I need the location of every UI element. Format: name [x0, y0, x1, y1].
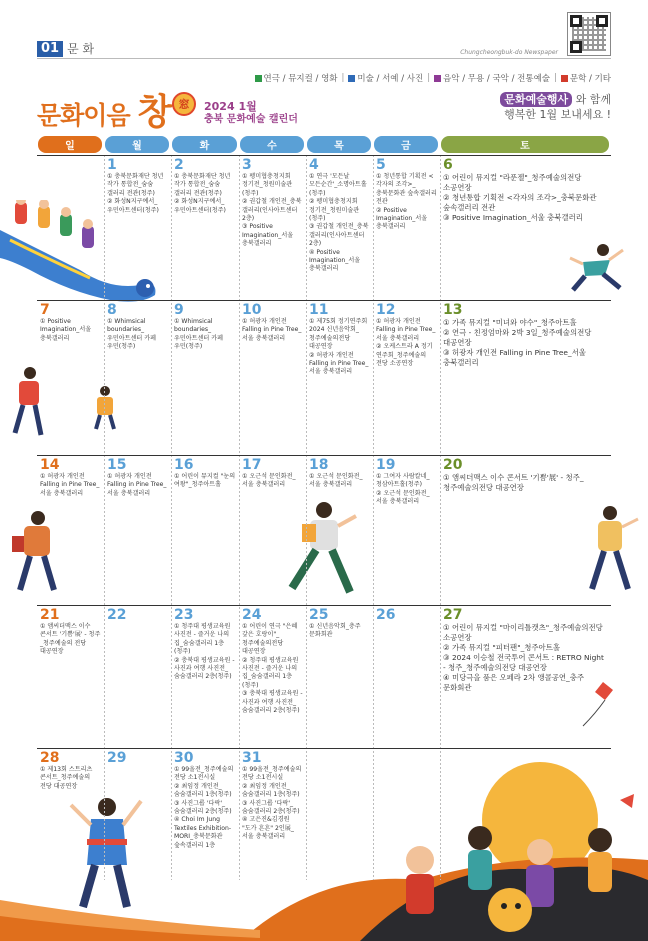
- event-item: ② 오케스트라 A 정기 연주회_청주예술의 전당 소공연장: [376, 343, 433, 368]
- event-item: ① 허광자 개인전 Falling in Pine Tree_서울 충북갤러리: [242, 318, 302, 342]
- day-number: 20: [443, 457, 463, 473]
- event-item: ④ 고은진&김경원 "도가 흔흔" 2인展_서울 충북갤러리: [242, 816, 294, 841]
- legend-swatch: [561, 75, 568, 82]
- day-number: 17: [242, 457, 262, 473]
- event-item: ② 가족 뮤지컬 "피터팬"_청주아트홀: [443, 643, 560, 652]
- event-item: ② 최임정 개인전_숨숨갤러리 1층(청주): [174, 782, 232, 799]
- greeting-line2: 행복한 1월 보내세요 !: [504, 108, 611, 121]
- day-number: 24: [242, 607, 262, 623]
- seal-icon: 窓: [172, 92, 196, 116]
- event-item: ① 99올전_청주예술의 전당 소1전시실: [242, 766, 302, 782]
- day-number: 31: [242, 750, 262, 766]
- day-number: 14: [40, 457, 60, 473]
- calendar-cell: [37, 300, 104, 455]
- calendar-cell: [37, 455, 104, 605]
- day-number: 21: [40, 607, 60, 623]
- event-item: ① 허광자 개인전 Falling in Pine Tree_서울 충북갤러리: [40, 473, 100, 497]
- title-prefix: 문화이음: [37, 101, 130, 130]
- day-number: 29: [107, 750, 127, 766]
- event-item: ① 어린이 뮤지컬 "눈의 여왕"_청주아트홀: [174, 473, 236, 489]
- day-header-tue: 화: [172, 136, 237, 153]
- day-number: 19: [376, 457, 396, 473]
- calendar-cell: [373, 155, 440, 300]
- calendar-cell: [171, 605, 239, 748]
- day-header-fri: 금: [374, 136, 438, 153]
- event-item: ④ 미당극을 품은 오페라 2차 앵콜공연_충주 문화회관: [443, 673, 585, 692]
- calendar-cell: [104, 455, 171, 605]
- legend-label: 미술 / 서예 / 사진: [357, 74, 424, 84]
- event-item: ② 최임정 개인전_숨숨갤러리 1층(청주): [242, 782, 300, 799]
- event-item: ① 청년통합 기획전 <각자의 조각>_충북문화관 숲속갤러리 전관: [376, 173, 437, 206]
- event-item: ② 청년통합 기획전 <각자의 조각>_충북문화관 숲속갤러리 전관: [443, 193, 597, 212]
- calendar-cell: [171, 455, 239, 605]
- day-header-mon: 월: [105, 136, 169, 153]
- event-item: ① 신년음악회_충주 문화회관: [309, 623, 361, 639]
- event-item: ① 허광자 개인전 Falling in Pine Tree_서울 충북갤러리: [376, 318, 436, 342]
- page-header: [37, 40, 94, 57]
- day-number: 26: [376, 607, 396, 623]
- legend-label: 연극 / 뮤지컬 / 영화: [263, 74, 338, 84]
- legend-label: 문학 / 기타: [569, 74, 611, 84]
- event-item: ① 오근석 문인화전_서울 충북갤러리: [242, 473, 296, 489]
- legend-swatch: [348, 75, 355, 82]
- day-number: 6: [443, 157, 453, 173]
- calendar-title: [37, 84, 171, 135]
- event-item: ② 화성N지구예서_우민아트센터(청주): [107, 198, 159, 214]
- event-item: ① 어린이 연극 "은혜 갚은 호랑이"_청주예술의전당 대공연장: [242, 623, 298, 656]
- event-item: ② 연극 - 친정엄마와 2박 3일_청주예술의전당 대공연장: [443, 328, 592, 347]
- qr-code-icon: [567, 12, 611, 56]
- paper-name: Chungcheongbuk-do Newspaper: [460, 49, 558, 56]
- calendar-cell: [239, 455, 306, 605]
- calendar-month: 2024 1월: [204, 100, 257, 113]
- event-item: ① 앰씨더맥스 이수 콘서트 '기쁨'展' - 청주_청주예술의 전당 대공연장: [40, 623, 101, 656]
- page-number: 01: [37, 41, 63, 57]
- event-item: ① 어린이 뮤지컬 "라푼젤"_청주예술의전당 소공연장: [443, 173, 582, 192]
- calendar-subtitle: 충북 문화예술 캘린더: [204, 114, 298, 125]
- day-number: 18: [309, 457, 329, 473]
- event-item: ③ 사진그룹 '다락'_숨숨갤러리 2층(청주): [174, 799, 232, 816]
- calendar-cell: [373, 748, 440, 880]
- event-item: ③ 2024 이승철 전국투어 콘서트 : RETRO Night - 청주_청주예술의전당 대공연장: [443, 653, 604, 672]
- legend-swatch: [434, 75, 441, 82]
- event-item: ② 화성N지구예서_우민아트센터(청주): [174, 198, 226, 214]
- event-item: ① Whimsical boundaries_우민아트센터 카페 우민(청주): [174, 318, 224, 351]
- legend-item-music: [434, 72, 550, 84]
- day-number: 15: [107, 457, 127, 473]
- day-number: 16: [174, 457, 194, 473]
- day-number: 28: [40, 750, 60, 766]
- event-item: ① 99올전_청주예술의 전당 소1전시실: [174, 766, 234, 782]
- day-header-sat: 토: [441, 136, 609, 153]
- legend-item-art: [348, 72, 423, 84]
- event-item: ① 그여자 사람칼네_청삼아트홀(청주): [376, 473, 430, 489]
- calendar-cell: [239, 155, 306, 300]
- event-item: ① 제13회 스트리츠 콘서트_청주예술의 전당 대공연장: [40, 766, 93, 790]
- calendar-cell: [440, 605, 611, 748]
- calendar-cell: [239, 748, 306, 880]
- calendar-cell: [239, 300, 306, 455]
- calendar-cell: [373, 605, 440, 748]
- day-number: 8: [107, 302, 117, 318]
- day-number: 12: [376, 302, 396, 318]
- calendar-cell: [104, 748, 171, 880]
- day-number: 5: [376, 157, 386, 173]
- event-item: ① 연극 '모든날 모든순간'_소명아트홀(청주): [309, 173, 367, 197]
- event-item: ③ 권갑철 개인전_충북 갤러리(인사아트센터 2층): [309, 223, 369, 248]
- day-number: 13: [443, 302, 463, 318]
- calendar-cell: [104, 300, 171, 455]
- event-item: ① 허광자 개인전 Falling in Pine Tree_서울 충북갤러리: [107, 473, 167, 497]
- event-item: ③ 허광자 개인전 Falling in Pine Tree_서울 충북갤러리: [443, 348, 586, 367]
- day-header-sun: 일: [38, 136, 102, 153]
- day-number: 3: [242, 157, 252, 173]
- calendar-cell: [306, 605, 373, 748]
- event-item: ③ Positive Imagination_서울 충북갤러리: [242, 223, 294, 248]
- event-item: ① 청주대 평생교육원 사진전 - 즐거운 나의 집_숨숨갤러리 1층 (청주): [174, 623, 231, 656]
- event-item: ③ 사진그룹 '다락'_숨숨갤러리 2층(청주): [242, 799, 300, 816]
- day-number: 23: [174, 607, 194, 623]
- calendar-cell: [306, 300, 373, 455]
- event-item: ② 오근석 문인화전_서울 충북갤러리: [376, 489, 430, 506]
- calendar-cell: [171, 748, 239, 880]
- event-item: ② 펭미협충청지회 정기전_청원미술관 (청주): [309, 198, 360, 223]
- day-number: 22: [107, 607, 127, 623]
- day-header-thu: 목: [307, 136, 371, 153]
- calendar-cell: [171, 300, 239, 455]
- event-item: ① 충북문화재단 청년 작가 통합전_숨숨 갤러리 전관(청주): [174, 173, 231, 197]
- event-item: ③ 충북대 평생교육원 - 사진과 여행 사진전_숨숨갤러리 2층(청주): [242, 690, 303, 715]
- event-item: ③ Positive Imagination_서울 충북갤러리: [443, 213, 583, 222]
- legend-label: 음악 / 무용 / 국악 / 전통예술: [443, 74, 550, 84]
- event-item: ① 어린이 뮤지컬 "마이리틀캣츠"_청주예술의전당 소공연장: [443, 623, 603, 642]
- genre-legend: 연극 / 뮤지컬 / 영화 | 미술 / 서예 / 사진 | 음악 / 무용 / 국악 / 전통예술 | 문학 / 기타: [255, 72, 612, 84]
- event-item: ② 허광자 개인전 Falling in Pine Tree_서울 충북갤러리: [309, 351, 369, 376]
- day-number: 10: [242, 302, 262, 318]
- day-number: 27: [443, 607, 463, 623]
- calendar-cell: [440, 300, 611, 455]
- greeting: [500, 92, 611, 122]
- orange-arc-decoration: [0, 880, 260, 941]
- calendar-cell: [440, 455, 611, 605]
- calendar-cell: [306, 155, 373, 300]
- title-big-char: 창: [137, 92, 172, 133]
- calendar-cell: [104, 605, 171, 748]
- day-number: 30: [174, 750, 194, 766]
- legend-swatch: [255, 75, 262, 82]
- legend-item-literature: [561, 72, 611, 84]
- event-item: ① 오근석 문인화전_서울 충북갤러리: [309, 473, 363, 489]
- event-item: ② Positive Imagination_서울 충북갤러리: [376, 206, 428, 231]
- event-item: ① 앰씨더맥스 이수 콘서트 '기쁨'展' - 청주_청주예술의전당 대공연장: [443, 473, 584, 492]
- event-item: ② 청주대 평생교육원 사진전 - 즐거운 나의 집_숨숨갤러리 1층 (청주): [242, 656, 299, 689]
- day-number: 1: [107, 157, 117, 173]
- header-rule: [37, 58, 611, 59]
- day-number: 9: [174, 302, 184, 318]
- event-item: ② 충북대 평생교육원 - 사진과 여행 사진전_숨숨갤러리 2층(청주): [174, 656, 235, 681]
- event-item: ④ Choi Im Jung Textiles Exhibition-MORI_충북문화관 숲속갤러리 1층: [174, 816, 232, 849]
- calendar-cell: [306, 455, 373, 605]
- event-item: ① 가족 뮤지컬 "미녀와 야수"_청주아트홀: [443, 318, 577, 327]
- greeting-tag: 문화예술행사: [500, 92, 572, 107]
- day-number: 2: [174, 157, 184, 173]
- day-number: 4: [309, 157, 319, 173]
- calendar-cell: [37, 748, 104, 880]
- greeting-line1: 와 함께: [572, 93, 611, 106]
- calendar-cell: [37, 605, 104, 748]
- day-number: 25: [309, 607, 329, 623]
- calendar-cell: [37, 155, 104, 300]
- event-item: ① 충북문화재단 청년 작가 통합전_숨숨 갤러리 전관(청주): [107, 173, 164, 197]
- legend-item-theater: [255, 72, 338, 84]
- calendar-cell: [373, 300, 440, 455]
- calendar-cell: [373, 455, 440, 605]
- calendar-cell: [440, 155, 611, 300]
- event-item: ④ Positive Imagination_서울 충북갤러리: [309, 248, 361, 273]
- calendar-cell: [239, 605, 306, 748]
- calendar-cell: [171, 155, 239, 300]
- event-item: ① 제75회 정기연주회 2024 신년음악회_청주예술의전당 대공연장: [309, 318, 368, 351]
- event-item: ② 권갑철 개인전_충북 갤러리(인사아트센터 2층): [242, 198, 302, 223]
- calendar-cell: [104, 155, 171, 300]
- day-number: 11: [309, 302, 329, 318]
- section-label: 문 화: [67, 42, 95, 56]
- event-item: ① 펭미협충청지회 정기전_청원미술관 (청주): [242, 173, 293, 197]
- calendar-cell: [306, 748, 373, 880]
- day-number: 7: [40, 302, 50, 318]
- day-header-wed: 수: [240, 136, 304, 153]
- calendar-cell: [440, 748, 611, 880]
- event-item: ① Whimsical boundaries_우민아트센터 카페 우민(청주): [107, 318, 157, 351]
- event-item: ① Positive Imagination_서울 충북갤러리: [40, 318, 92, 342]
